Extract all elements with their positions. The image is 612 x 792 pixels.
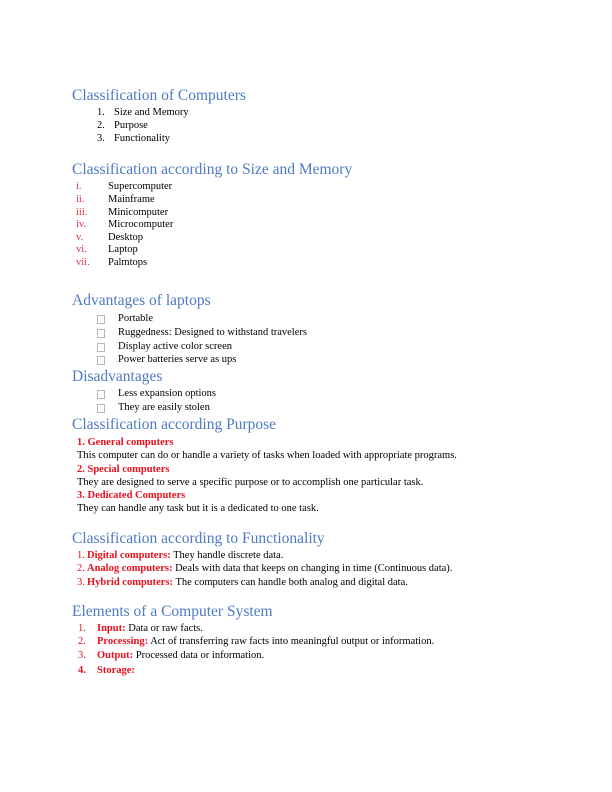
list-item: Ruggedness: Designed to withstand travelers (118, 327, 307, 338)
checkbox-bullet-icon (97, 390, 105, 399)
list-item: Display active color screen (118, 341, 232, 352)
purpose-text: They can handle any task but it is a dedicated to one task. (77, 503, 319, 514)
list-marker: 2. (78, 636, 86, 647)
term: Processing: (97, 636, 149, 647)
list-item: Less expansion options (118, 388, 216, 399)
definition: The computers can handle both analog and digital data. (175, 577, 408, 588)
purpose-text: This computer can do or handle a variety of tasks when loaded with appropriate programs. (77, 450, 457, 461)
heading-disadvantages: Disadvantages (72, 368, 163, 385)
heading-functionality: Classification according to Functionality (72, 530, 325, 547)
list-marker: 1. (78, 623, 86, 634)
list-item: Size and Memory (114, 107, 189, 118)
list-item: Functionality (114, 133, 170, 144)
roman-marker: iv. (76, 219, 87, 230)
heading-elements: Elements of a Computer System (72, 603, 273, 620)
list-item (97, 622, 203, 635)
list-item (97, 664, 135, 677)
list-marker: 2. (77, 563, 85, 574)
term: Storage: (97, 665, 135, 676)
heading-purpose: Classification according Purpose (72, 416, 277, 433)
heading-classification: Classification of Computers (72, 87, 246, 104)
purpose-heading: 2. Special computers (77, 464, 170, 475)
definition: They handle discrete data. (170, 550, 284, 561)
term: Analog computers: (87, 563, 173, 574)
roman-marker: vii. (76, 257, 90, 268)
list-item: Desktop (108, 232, 143, 243)
checkbox-bullet-icon (97, 315, 105, 324)
list-marker: 1. (77, 550, 85, 561)
list-item: Laptop (108, 244, 138, 255)
list-item (97, 649, 264, 662)
list-item (97, 635, 434, 648)
definition: Act of transferring raw facts into meaningful output or information. (150, 636, 435, 647)
checkbox-bullet-icon (97, 404, 105, 413)
definition: Processed data or information. (135, 650, 265, 661)
purpose-heading: 3. Dedicated Computers (77, 490, 186, 501)
list-marker: 3. (97, 133, 105, 144)
list-item: Power batteries serve as ups (118, 354, 237, 365)
list-item: Microcomputer (108, 219, 174, 230)
definition: Deals with data that keeps on changing in time (Continuous data). (175, 563, 453, 574)
list-item: Mainframe (108, 194, 155, 205)
list-item (87, 549, 283, 562)
roman-marker: v. (76, 232, 84, 243)
list-item: Purpose (114, 120, 148, 131)
list-marker: 2. (97, 120, 105, 131)
roman-marker: i. (76, 181, 82, 192)
roman-marker: ii. (76, 194, 85, 205)
list-item: Minicomputer (108, 207, 169, 218)
roman-marker: vi. (76, 244, 87, 255)
list-item: Palmtops (108, 257, 148, 268)
heading-advantages: Advantages of laptops (72, 292, 211, 309)
term: Input: (97, 623, 126, 634)
purpose-heading: 1. General computers (77, 437, 174, 448)
list-item: Portable (118, 313, 153, 324)
term: Output: (97, 650, 134, 661)
checkbox-bullet-icon (97, 329, 105, 338)
heading-size-memory: Classification according to Size and Memory (72, 161, 353, 178)
list-marker: 3. (78, 650, 86, 661)
roman-marker: iii. (76, 207, 88, 218)
list-marker: 3. (77, 577, 85, 588)
list-item: Supercomputer (108, 181, 173, 192)
list-marker: 4. (78, 665, 86, 676)
list-item (87, 562, 452, 575)
term: Digital computers: (87, 550, 171, 561)
list-item: They are easily stolen (118, 402, 210, 413)
checkbox-bullet-icon (97, 343, 105, 352)
term: Hybrid computers: (87, 577, 174, 588)
definition: Data or raw facts. (128, 623, 203, 634)
list-item (87, 576, 408, 589)
purpose-text: They are designed to serve a specific purpose or to accomplish one particular task. (77, 477, 424, 488)
list-marker: 1. (97, 107, 105, 118)
checkbox-bullet-icon (97, 356, 105, 365)
